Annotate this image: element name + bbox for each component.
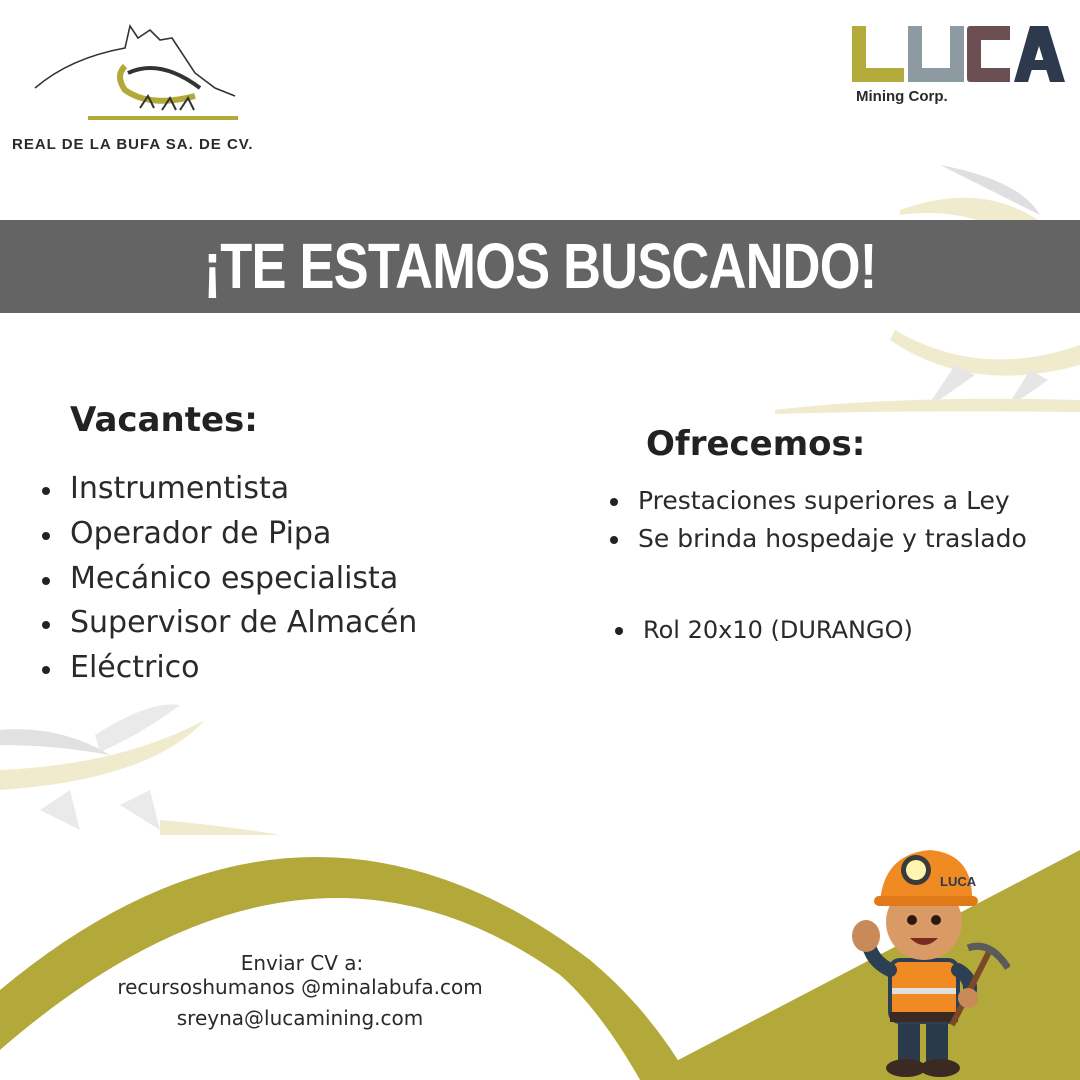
rol-list (615, 612, 913, 648)
list-item: Supervisor de Almacén (42, 601, 417, 646)
ofrecemos-list (610, 482, 1027, 558)
luca-logo (852, 26, 1067, 84)
email-link-2[interactable]: sreyna@lucamining.com (176, 1006, 424, 1030)
ofrecemos-heading: Ofrecemos: (646, 424, 866, 464)
email-link-1[interactable]: recursoshumanos @minalabufa.com (117, 975, 483, 999)
list-item: Rol 20x10 (DURANGO) (615, 612, 913, 648)
left-arc-decoration (0, 704, 280, 835)
list-item: Instrumentista (42, 467, 417, 512)
list-item: Eléctrico (42, 646, 417, 691)
company-left-name: REAL DE LA BUFA SA. DE CV. (12, 136, 254, 153)
list-item: Se brinda hospedaje y traslado (610, 520, 1027, 558)
mascot-helmet-text: LUCA (940, 874, 977, 889)
cv-label: Enviar CV a: (240, 951, 364, 975)
list-item: Operador de Pipa (42, 512, 417, 557)
mountain-pickaxe-logo (30, 18, 245, 128)
list-item: Prestaciones superiores a Ley (610, 482, 1027, 520)
vacantes-list (42, 467, 417, 691)
vacantes-heading: Vacantes: (70, 400, 258, 440)
miner-mascot-icon (840, 840, 1010, 1080)
banner-title: ¡TE ESTAMOS BUSCANDO! (203, 230, 877, 302)
list-item: Mecánico especialista (42, 557, 417, 602)
company-right-subtitle: Mining Corp. (856, 88, 948, 105)
